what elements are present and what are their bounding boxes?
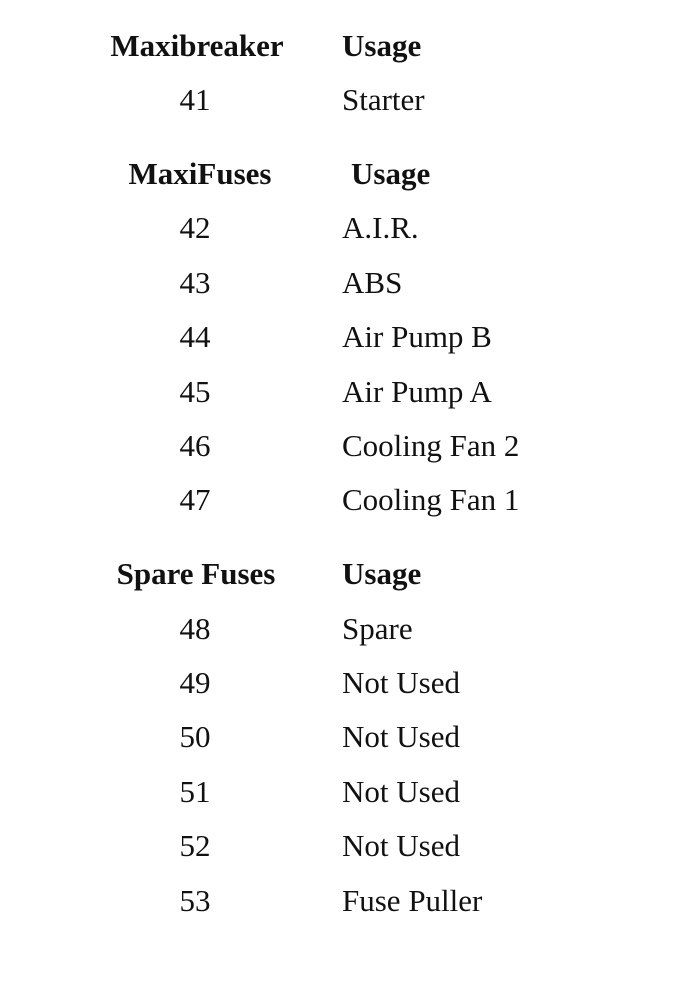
fuse-usage: Spare <box>342 611 413 646</box>
fuse-usage: Starter <box>342 82 425 117</box>
fuse-usage: Not Used <box>342 665 460 700</box>
fuse-number: 52 <box>179 828 211 863</box>
fuse-usage: Not Used <box>342 774 460 809</box>
maxifuses-usage-header: Usage <box>351 156 431 191</box>
fuse-usage: A.I.R. <box>342 210 419 245</box>
fuse-usage: Not Used <box>342 719 460 754</box>
spare-fuses-header: Spare Fuses <box>116 556 276 591</box>
fuse-number: 53 <box>179 883 211 918</box>
fuse-number: 42 <box>179 210 211 245</box>
fuse-usage: Cooling Fan 1 <box>342 482 520 517</box>
maxibreaker-usage-header: Usage <box>342 28 422 63</box>
fuse-number: 50 <box>179 719 211 754</box>
maxifuses-header: MaxiFuses <box>128 156 272 191</box>
fuse-number: 51 <box>179 774 211 809</box>
fuse-number: 41 <box>179 82 211 117</box>
fuse-number: 47 <box>179 482 211 517</box>
fuse-usage: Air Pump B <box>342 319 492 354</box>
fuse-usage: Not Used <box>342 828 460 863</box>
fuse-usage: Fuse Puller <box>342 883 483 918</box>
fuse-usage: ABS <box>342 265 403 300</box>
maxibreaker-header: Maxibreaker <box>110 28 284 63</box>
fuse-number: 43 <box>179 265 211 300</box>
fuse-number: 49 <box>179 665 211 700</box>
fuse-number: 48 <box>179 611 211 646</box>
fuse-usage: Cooling Fan 2 <box>342 428 520 463</box>
fuse-number: 46 <box>179 428 211 463</box>
fuse-number: 44 <box>179 319 211 354</box>
fuse-number: 45 <box>179 374 211 409</box>
spare-fuses-usage-header: Usage <box>342 556 422 591</box>
fuse-usage: Air Pump A <box>342 374 492 409</box>
